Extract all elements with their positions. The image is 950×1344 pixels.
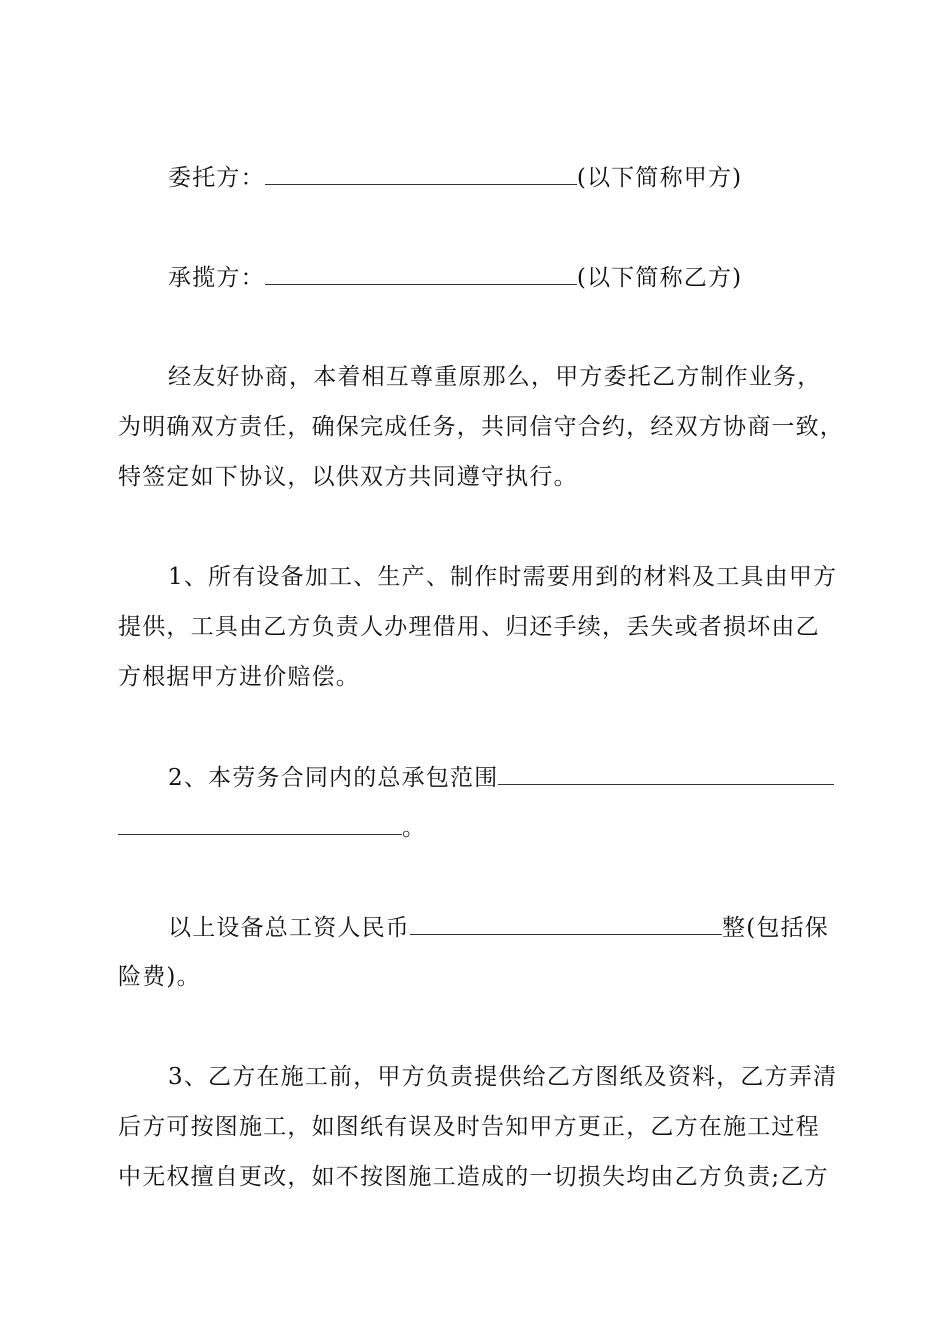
wage-amount-blank[interactable] (410, 912, 722, 935)
intro-line-1: 经友好协商，本着相互尊重原那么，甲方委托乙方制作业务， (168, 364, 822, 390)
clause3-line-3: 中无权擅自更改，如不按图施工造成的一切损失均由乙方负责;乙方 (118, 1164, 829, 1190)
wage-line-1 (168, 912, 838, 943)
contractor-name-blank[interactable] (265, 262, 577, 285)
client-label: 委托方： (168, 165, 265, 191)
clause3-line-2: 后方可按图施工，如图纸有误及时告知甲方更正，乙方在施工过程 (118, 1114, 820, 1140)
clause2-prefix: 2、本劳务合同内的总承包范围 (168, 765, 499, 791)
contractor-suffix: (以下简称乙方) (576, 265, 743, 291)
clause1-line-1: 1、所有设备加工、生产、制作时需要用到的材料及工具由甲方 (168, 564, 838, 590)
wage-line-2: 险费)。 (118, 964, 201, 990)
contractor-line (168, 262, 838, 293)
scope-blank-2[interactable] (118, 812, 402, 835)
scope-blank-1[interactable] (498, 762, 834, 785)
clause2-line-2 (118, 812, 838, 843)
clause2-end: 。 (402, 815, 427, 841)
contractor-label: 承揽方： (168, 265, 265, 291)
client-name-blank[interactable] (265, 162, 577, 185)
intro-line-2: 为明确双方责任，确保完成任务，共同信守合约，经双方协商一致， (118, 414, 844, 440)
client-suffix: (以下简称甲方) (576, 165, 743, 191)
clause2-line-1 (168, 762, 838, 793)
clause1-line-3: 方根据甲方进价赔偿。 (118, 664, 360, 690)
clause3-line-1: 3、乙方在施工前，甲方负责提供给乙方图纸及资料，乙方弄清 (168, 1064, 838, 1090)
wage-prefix: 以上设备总工资人民币 (168, 915, 410, 941)
wage-suffix: 整(包括保 (722, 915, 829, 941)
intro-line-3: 特签定如下协议，以供双方共同遵守执行。 (118, 464, 578, 490)
client-line (168, 162, 838, 193)
clause1-line-2: 提供，工具由乙方负责人办理借用、归还手续，丢失或者损坏由乙 (118, 614, 820, 640)
